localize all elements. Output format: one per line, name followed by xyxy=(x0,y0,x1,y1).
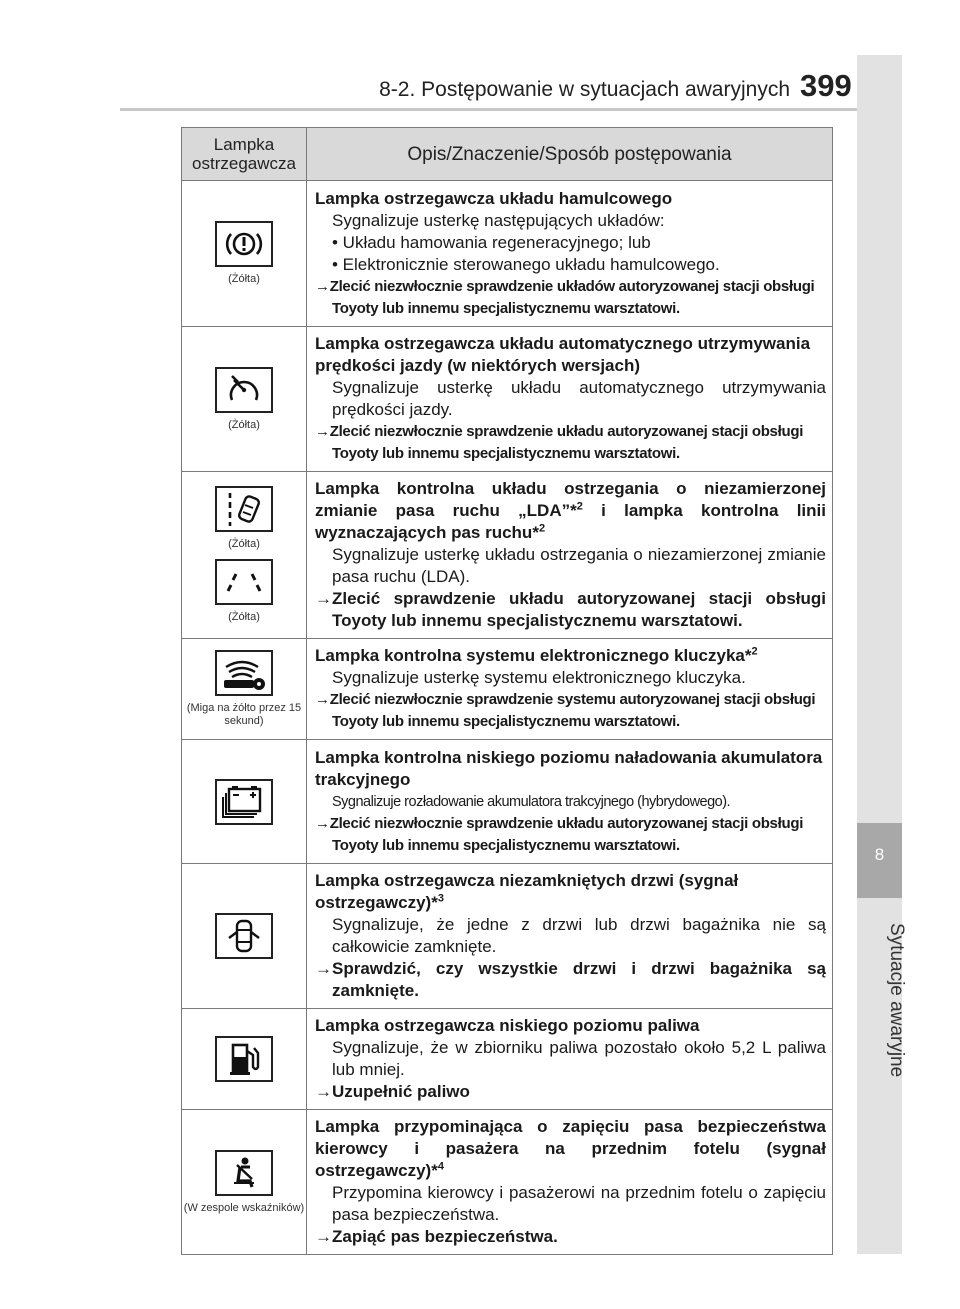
table-row xyxy=(182,1110,833,1255)
description-cell xyxy=(307,639,833,740)
row-line: Sygnalizuje usterkę systemu elektronicznego kluczyka. xyxy=(332,668,746,687)
row-action xyxy=(315,1226,826,1248)
row-title: Lampka ostrzegawcza układu automatycznego utrzymywania prędkości jazdy (w niektórych wersjach) xyxy=(315,334,811,375)
footnote-marker: 3 xyxy=(437,892,444,905)
row-line: Sygnalizuje, że w zbiorniku paliwa pozostało około 5,2 L paliwa lub mniej. xyxy=(332,1038,826,1079)
footnote-marker: 2 xyxy=(538,522,546,535)
icon-color-note: (Miga na żółto przez 15 sekund) xyxy=(186,702,302,727)
icon-cell xyxy=(182,639,307,740)
icon-cell xyxy=(182,327,307,472)
icon-cell xyxy=(182,1110,307,1255)
description-cell xyxy=(307,864,833,1009)
table-row xyxy=(182,1009,833,1110)
table-row xyxy=(182,181,833,327)
header-divider xyxy=(120,108,857,111)
row-line: • Układu hamowania regeneracyjnego; lub xyxy=(332,232,651,252)
table-header-row xyxy=(182,128,833,181)
section-title: 8-2. Postępowanie w sytuacjach awaryjnych xyxy=(379,78,790,101)
lane-lines-icon xyxy=(215,559,273,605)
cruise-control-icon xyxy=(215,367,273,413)
arrow-icon: → xyxy=(315,1227,332,1246)
arrow-icon: → xyxy=(315,277,330,295)
row-title xyxy=(315,870,826,914)
column-header-lamp: Lampka ostrzegawcza xyxy=(182,128,307,181)
row-line: Sygnalizuje rozładowanie akumulatora trakcyjnego (hybrydowego). xyxy=(332,793,731,810)
icon-cell xyxy=(182,472,307,639)
brake-warning-icon xyxy=(215,221,273,267)
chapter-number: 8 xyxy=(874,845,885,864)
icon-color-note: (Żółta) xyxy=(228,273,260,285)
table-row xyxy=(182,327,833,472)
icon-color-note: (W zespole wskaźników) xyxy=(183,1201,305,1214)
page-number: 399 xyxy=(800,68,852,103)
row-action-text: Zlecić niezwłocznie sprawdzenie systemu autoryzowanej stacji obsługi Toyoty lub innemu specjalistycznemu warsztatowi. xyxy=(329,691,816,730)
arrow-icon: → xyxy=(315,1082,332,1101)
warning-lights-table xyxy=(181,127,833,1255)
row-action-text: Zlecić niezwłocznie sprawdzenie układów autoryzowanej stacji obsługi Toyoty lub innemu specjalistycznemu warsztatowi. xyxy=(329,277,815,317)
row-action-text: Zlecić niezwłocznie sprawdzenie układu autoryzowanej stacji obsługi Toyoty lub innemu specjalistycznemu warsztatowi. xyxy=(329,423,804,462)
table-row xyxy=(182,864,833,1009)
row-title xyxy=(315,478,826,544)
smart-key-icon xyxy=(215,650,273,696)
open-door-icon xyxy=(215,913,273,959)
icon-cell xyxy=(182,864,307,1009)
seat-belt-icon xyxy=(215,1150,273,1196)
chapter-side-tab xyxy=(857,55,907,1254)
arrow-icon: → xyxy=(315,691,330,708)
row-action xyxy=(315,421,826,465)
row-title-text: Lampka przypominająca o zapięciu pasa bezpieczeństwa kierowcy i pasażera na przednim fotelu (sygnał ostrzegawczy)* xyxy=(315,1117,826,1180)
row-action xyxy=(315,588,826,632)
column-header-description: Opis/Znaczenie/Sposób postępowania xyxy=(307,128,833,181)
row-title: Lampka ostrzegawcza niskiego poziomu paliwa xyxy=(315,1016,700,1035)
description-cell xyxy=(307,472,833,639)
icon-cell xyxy=(182,740,307,864)
row-title-text: Lampka ostrzegawcza niezamkniętych drzwi (sygnał ostrzegawczy)* xyxy=(315,871,739,912)
row-line: • Elektronicznie sterowanego układu hamulcowego. xyxy=(332,254,720,274)
lane-departure-icon xyxy=(215,486,273,532)
row-line: Sygnalizuje usterkę układu ostrzegania o niezamierzonej zmianie pasa ruchu (LDA). xyxy=(332,545,826,586)
row-action-text: Uzupełnić paliwo xyxy=(332,1082,470,1101)
row-line: Sygnalizuje usterkę następujących układów: xyxy=(332,210,665,230)
row-action-text: Sprawdzić, czy wszystkie drzwi i drzwi bagażnika są zamknięte. xyxy=(332,959,826,1000)
icon-color-note: (Żółta) xyxy=(228,538,260,550)
row-title-text: i lampka kontrolna linii wyznaczających pas ruchu* xyxy=(315,501,826,542)
row-title: Lampka ostrzegawcza układu hamulcowego xyxy=(315,188,673,208)
row-line: Przypomina kierowcy i pasażerowi na przednim fotelu o zapięciu pasa bezpieczeństwa. xyxy=(332,1183,826,1224)
traction-battery-icon xyxy=(215,779,273,825)
table-row xyxy=(182,740,833,864)
icon-color-note: (Żółta) xyxy=(228,418,260,431)
row-action-text: Zlecić niezwłocznie sprawdzenie układu autoryzowanej stacji obsługi Toyoty lub innemu specjalistycznemu warsztatowi. xyxy=(329,814,804,854)
arrow-icon: → xyxy=(315,589,332,608)
row-title-text: Lampka kontrolna systemu elektronicznego kluczyka* xyxy=(315,646,752,665)
description-cell xyxy=(307,327,833,472)
row-title xyxy=(315,645,826,667)
row-action xyxy=(315,1081,826,1103)
description-cell xyxy=(307,181,833,327)
description-cell xyxy=(307,740,833,864)
row-action-text: Zlecić sprawdzenie układu autoryzowanej stacji obsługi Toyoty lub innemu specjalistycznemu warsztatowi. xyxy=(332,589,826,630)
footnote-marker: 2 xyxy=(576,500,583,513)
row-title xyxy=(315,1116,826,1182)
row-action xyxy=(315,813,826,857)
arrow-icon: → xyxy=(315,423,330,440)
table-row xyxy=(182,639,833,740)
row-action-text: Zapiąć pas bezpieczeństwa. xyxy=(332,1227,558,1246)
icon-cell xyxy=(182,181,307,327)
footnote-marker: 4 xyxy=(437,1160,444,1173)
row-title: Lampka kontrolna niskiego poziomu naładowania akumulatora trakcyjnego xyxy=(315,747,823,789)
fuel-icon xyxy=(215,1036,273,1082)
description-cell xyxy=(307,1009,833,1110)
description-cell xyxy=(307,1110,833,1255)
icon-color-note: (Żółta) xyxy=(228,611,260,623)
row-action xyxy=(315,958,826,1002)
icon-cell xyxy=(182,1009,307,1110)
row-action xyxy=(315,276,826,320)
row-action xyxy=(315,689,826,733)
row-title-text: Lampka kontrolna układu ostrzegania o niezamierzonej zmianie pasa ruchu „LDA”* xyxy=(315,479,826,520)
chapter-label: Sytuacje awaryjne xyxy=(886,923,907,1078)
row-line: Sygnalizuje usterkę układu automatycznego utrzymywania prędkości jazdy. xyxy=(332,378,826,419)
arrow-icon: → xyxy=(315,814,330,832)
arrow-icon: → xyxy=(315,959,332,978)
footnote-marker: 2 xyxy=(751,645,758,658)
table-row xyxy=(182,472,833,639)
row-line: Sygnalizuje, że jedne z drzwi lub drzwi bagażnika nie są całkowicie zamknięte. xyxy=(332,915,826,956)
